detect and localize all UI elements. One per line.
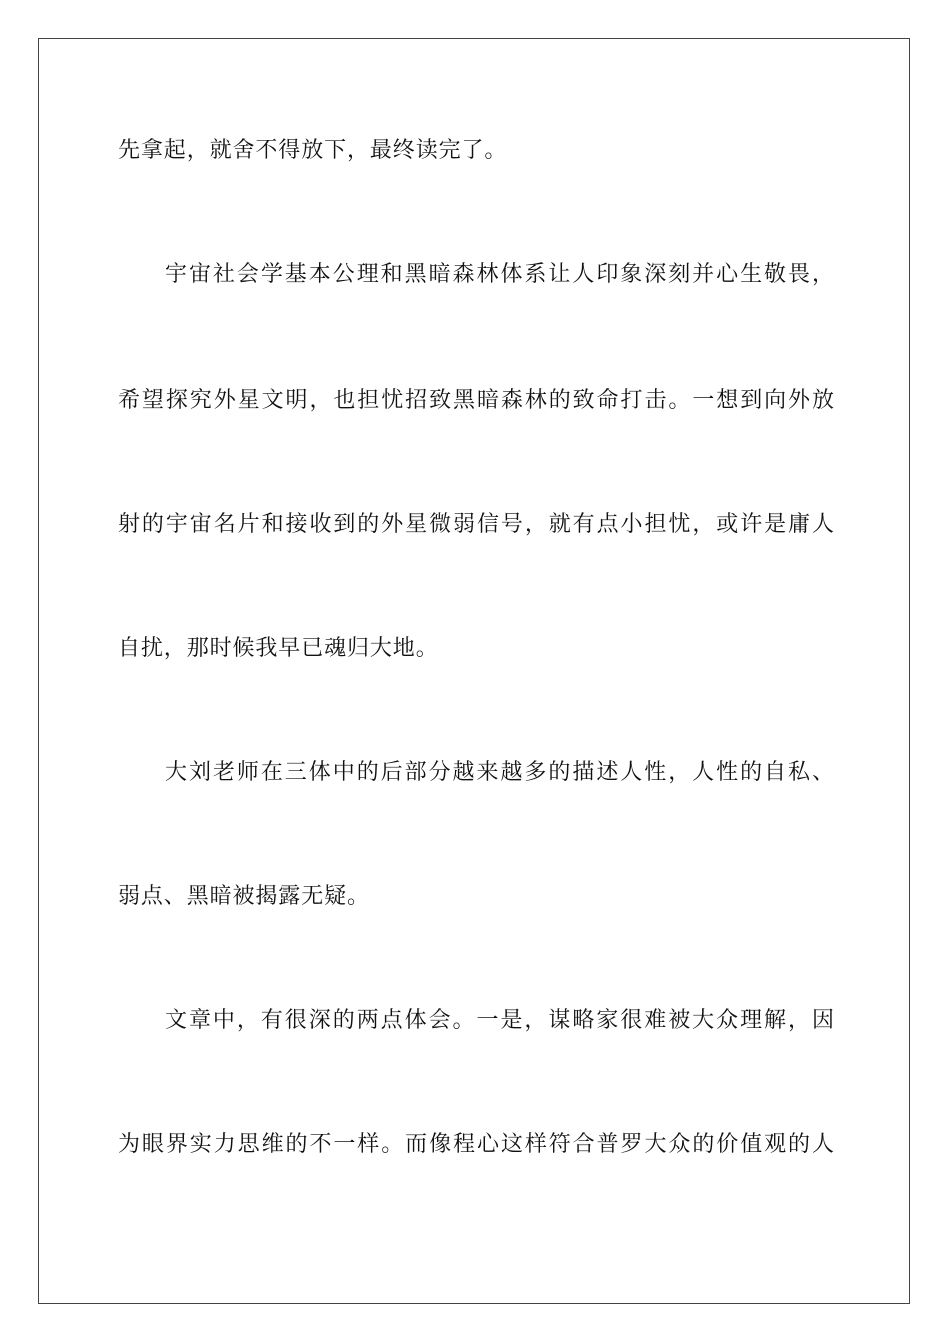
text-line: 为眼界实力思维的不一样。而像程心这样符合普罗大众的价值观的人 bbox=[118, 1132, 834, 1157]
text-line: 先拿起，就舍不得放下，最终读完了。 bbox=[118, 138, 508, 163]
paragraph-first-line: 宇宙社会学基本公理和黑暗森林体系让人印象深刻并心生敬畏， bbox=[165, 262, 834, 287]
text-line: 射的宇宙名片和接收到的外星微弱信号，就有点小担忧，或许是庸人 bbox=[118, 512, 834, 537]
text-line: 弱点、黑暗被揭露无疑。 bbox=[118, 884, 370, 909]
page-border bbox=[38, 38, 910, 1304]
paragraph-first-line: 大刘老师在三体中的后部分越来越多的描述人性，人性的自私、 bbox=[165, 760, 834, 785]
text-line: 希望探究外星文明，也担忧招致黑暗森林的致命打击。一想到向外放 bbox=[118, 388, 834, 413]
text-line: 自扰，那时候我早已魂归大地。 bbox=[118, 636, 439, 661]
paragraph-first-line: 文章中，有很深的两点体会。一是，谋略家很难被大众理解，因 bbox=[165, 1008, 834, 1033]
